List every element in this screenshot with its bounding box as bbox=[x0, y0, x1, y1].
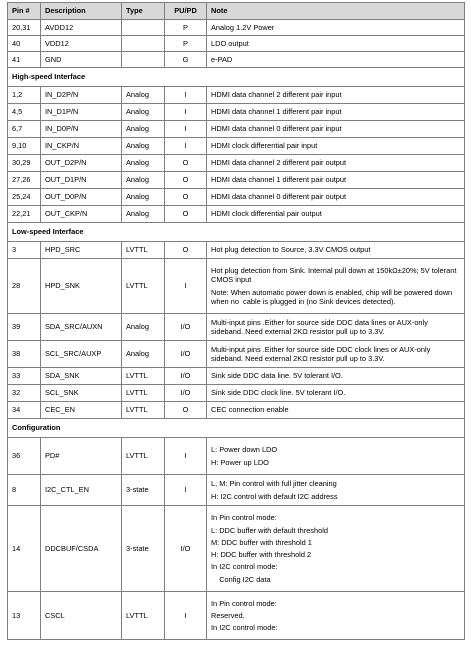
table-row bbox=[8, 475, 465, 506]
note-cell bbox=[207, 172, 465, 189]
description-cell: OUT_CKP/N bbox=[41, 206, 122, 223]
note-line: HDMI clock differential pair output bbox=[211, 209, 322, 219]
table-row bbox=[8, 172, 465, 189]
pin-cell: 1,2 bbox=[8, 87, 41, 104]
note-line: HDMI data channel 1 different pair input bbox=[211, 107, 342, 117]
pupd-cell: I bbox=[165, 87, 207, 104]
pin-cell: 38 bbox=[8, 341, 41, 368]
description-cell: GND bbox=[41, 52, 122, 68]
type-cell: 3-state bbox=[122, 506, 165, 592]
note-line: In Pin control mode: bbox=[211, 513, 277, 523]
pin-cell: 20,31 bbox=[8, 20, 41, 36]
note-line: HDMI data channel 2 different pair output bbox=[211, 158, 347, 168]
note-cell bbox=[207, 341, 465, 368]
note-cell bbox=[207, 206, 465, 223]
note-line: HDMI data channel 0 different pair input bbox=[211, 124, 342, 134]
pin-cell: 28 bbox=[8, 259, 41, 314]
table-row bbox=[8, 52, 465, 68]
pin-cell: 39 bbox=[8, 314, 41, 341]
description-cell: OUT_D0P/N bbox=[41, 189, 122, 206]
pin-cell: 32 bbox=[8, 385, 41, 402]
pin-cell: 36 bbox=[8, 438, 41, 475]
note-line: Multi-input pins .Either for source side DDC clock lines or AUX-only sideband. Need external 2KΩ resistor pull up to 3.3V. bbox=[211, 344, 433, 363]
description-cell: I2C_CTL_EN bbox=[41, 475, 122, 506]
note-cell bbox=[207, 402, 465, 419]
pin-cell: 30,29 bbox=[8, 155, 41, 172]
note-cell bbox=[207, 385, 465, 402]
type-cell: 3-state bbox=[122, 475, 165, 506]
type-cell: Analog bbox=[122, 314, 165, 341]
pupd-cell: I/O bbox=[165, 314, 207, 341]
note-cell bbox=[207, 592, 465, 640]
table-row bbox=[8, 36, 465, 52]
pin-cell: 41 bbox=[8, 52, 41, 68]
note-line: LDO output bbox=[211, 38, 249, 48]
note-cell bbox=[207, 368, 465, 385]
note-line: H: Power up LDO bbox=[211, 457, 269, 467]
table-row bbox=[8, 259, 465, 314]
note-line: In I2C control mode: bbox=[211, 562, 278, 572]
pin-cell: 25,24 bbox=[8, 189, 41, 206]
note-cell bbox=[207, 52, 465, 68]
type-cell: Analog bbox=[122, 189, 165, 206]
header-pupd: PU/PD bbox=[165, 3, 207, 20]
pupd-cell: O bbox=[165, 155, 207, 172]
pin-cell: 6,7 bbox=[8, 121, 41, 138]
section-label: High-speed Interface bbox=[8, 68, 465, 87]
type-cell bbox=[122, 20, 165, 36]
note-cell bbox=[207, 87, 465, 104]
table-row bbox=[8, 242, 465, 259]
pupd-cell: O bbox=[165, 402, 207, 419]
pin-cell: 4,5 bbox=[8, 104, 41, 121]
note-line: L: DDC buffer with default threshold bbox=[211, 525, 328, 535]
description-cell: IN_D1P/N bbox=[41, 104, 122, 121]
note-cell bbox=[207, 189, 465, 206]
table-row bbox=[8, 104, 465, 121]
type-cell: Analog bbox=[122, 121, 165, 138]
description-cell: VDD12 bbox=[41, 36, 122, 52]
description-cell: IN_CKP/N bbox=[41, 138, 122, 155]
description-cell: IN_D2P/N bbox=[41, 87, 122, 104]
table-row bbox=[8, 314, 465, 341]
description-cell: SCL_SRC/AUXP bbox=[41, 341, 122, 368]
pupd-cell: P bbox=[165, 20, 207, 36]
description-cell: SDA_SNK bbox=[41, 368, 122, 385]
note-line: Config I2C data bbox=[211, 574, 271, 584]
note-cell bbox=[207, 242, 465, 259]
note-line: HDMI data channel 0 different pair output bbox=[211, 192, 347, 202]
pupd-cell: I bbox=[165, 259, 207, 314]
note-line: H: DDC buffer with threshold 2 bbox=[211, 550, 312, 559]
pupd-cell: O bbox=[165, 172, 207, 189]
type-cell: LVTTL bbox=[122, 368, 165, 385]
note-cell bbox=[207, 314, 465, 341]
type-cell: Analog bbox=[122, 104, 165, 121]
pin-description-table bbox=[7, 2, 465, 640]
pin-cell: 8 bbox=[8, 475, 41, 506]
description-cell: HPD_SRC bbox=[41, 242, 122, 259]
type-cell: Analog bbox=[122, 87, 165, 104]
note-line: Hot plug detection to Source, 3.3V CMOS output bbox=[211, 245, 371, 255]
pupd-cell: I/O bbox=[165, 368, 207, 385]
table-row bbox=[8, 385, 465, 402]
table-row bbox=[8, 20, 465, 36]
table-row bbox=[8, 206, 465, 223]
pin-cell: 27,26 bbox=[8, 172, 41, 189]
table-row bbox=[8, 138, 465, 155]
section-label: Configuration bbox=[8, 419, 465, 438]
pin-cell: 3 bbox=[8, 242, 41, 259]
note-line: L, M: Pin control with full jitter cleaning bbox=[211, 479, 337, 489]
type-cell: LVTTL bbox=[122, 385, 165, 402]
note-line: In Pin control mode: bbox=[211, 598, 277, 608]
pupd-cell: I bbox=[165, 104, 207, 121]
description-cell: CSCL bbox=[41, 592, 122, 640]
header-pin: Pin # bbox=[8, 3, 41, 20]
note-line: HDMI data channel 2 different pair input bbox=[211, 90, 342, 100]
description-cell: OUT_D1P/N bbox=[41, 172, 122, 189]
table-row bbox=[8, 402, 465, 419]
table-row bbox=[8, 87, 465, 104]
header-note: Note bbox=[207, 3, 465, 20]
description-cell: IN_D0P/N bbox=[41, 121, 122, 138]
note-cell bbox=[207, 155, 465, 172]
note-cell bbox=[207, 259, 465, 314]
table-row bbox=[8, 368, 465, 385]
description-cell: AVDD12 bbox=[41, 20, 122, 36]
section-label: Low-speed Interface bbox=[8, 223, 465, 242]
pupd-cell: I bbox=[165, 475, 207, 506]
note-line: Sink side DDC data line. 5V tolerant I/O. bbox=[211, 371, 343, 381]
pupd-cell: I/O bbox=[165, 341, 207, 368]
type-cell bbox=[122, 36, 165, 52]
pin-cell: 13 bbox=[8, 592, 41, 640]
note-line: M: DDC buffer with threshold 1 bbox=[211, 537, 312, 547]
note-line: HDMI data channel 1 different pair output bbox=[211, 175, 347, 185]
header-type: Type bbox=[122, 3, 165, 20]
pupd-cell: G bbox=[165, 52, 207, 68]
pin-cell: 34 bbox=[8, 402, 41, 419]
description-cell: SDA_SRC/AUXN bbox=[41, 314, 122, 341]
type-cell: Analog bbox=[122, 206, 165, 223]
pin-cell: 40 bbox=[8, 36, 41, 52]
note-cell bbox=[207, 104, 465, 121]
table-row bbox=[8, 506, 465, 592]
note-cell bbox=[207, 121, 465, 138]
description-cell: CEC_EN bbox=[41, 402, 122, 419]
type-cell: Analog bbox=[122, 155, 165, 172]
pupd-cell: O bbox=[165, 189, 207, 206]
table-row bbox=[8, 121, 465, 138]
description-cell: HPD_SNK bbox=[41, 259, 122, 314]
pupd-cell: I bbox=[165, 592, 207, 640]
description-cell: SCL_SNK bbox=[41, 385, 122, 402]
pupd-cell: I/O bbox=[165, 385, 207, 402]
note-line: Hot plug detection from Sink. Internal pull down at 150kΩ±20%; 5V tolerant CMOS input bbox=[211, 266, 459, 285]
type-cell: LVTTL bbox=[122, 242, 165, 259]
pupd-cell: I bbox=[165, 438, 207, 475]
section-row bbox=[8, 223, 465, 242]
note-cell bbox=[207, 438, 465, 475]
note-line: HDMI clock differential pair input bbox=[211, 141, 318, 151]
pin-cell: 22,21 bbox=[8, 206, 41, 223]
note-cell bbox=[207, 138, 465, 155]
note-line: Multi-input pins .Either for source side DDC data lines or AUX-only sideband. Need external 2KΩ resistor pull up to 3.3V. bbox=[211, 317, 430, 336]
table-row bbox=[8, 189, 465, 206]
table-row bbox=[8, 155, 465, 172]
type-cell: LVTTL bbox=[122, 402, 165, 419]
section-row bbox=[8, 68, 465, 87]
type-cell: LVTTL bbox=[122, 438, 165, 475]
note-line: Analog 1.2V Power bbox=[211, 22, 275, 32]
pupd-cell: O bbox=[165, 242, 207, 259]
type-cell: Analog bbox=[122, 341, 165, 368]
table-body bbox=[8, 20, 465, 640]
description-cell: DDCBUF/CSDA bbox=[41, 506, 122, 592]
note-line: Note: When automatic power down is enabled, chip will be powered down when no cable is plugged in (no Sink devices detected). bbox=[211, 287, 455, 306]
pupd-cell: P bbox=[165, 36, 207, 52]
table-row bbox=[8, 341, 465, 368]
table-row bbox=[8, 438, 465, 475]
note-cell bbox=[207, 36, 465, 52]
type-cell: LVTTL bbox=[122, 592, 165, 640]
header-description: Description bbox=[41, 3, 122, 20]
type-cell bbox=[122, 52, 165, 68]
note-cell bbox=[207, 475, 465, 506]
type-cell: Analog bbox=[122, 138, 165, 155]
table-row bbox=[8, 592, 465, 640]
note-line: L: Power down LDO bbox=[211, 445, 278, 455]
note-line: In I2C control mode: bbox=[211, 623, 278, 633]
pupd-cell: I/O bbox=[165, 506, 207, 592]
note-cell bbox=[207, 20, 465, 36]
pin-cell: 14 bbox=[8, 506, 41, 592]
pupd-cell: I bbox=[165, 138, 207, 155]
note-cell bbox=[207, 506, 465, 592]
pin-cell: 9,10 bbox=[8, 138, 41, 155]
description-cell: PD# bbox=[41, 438, 122, 475]
note-line: CEC connection enable bbox=[211, 405, 289, 415]
pupd-cell: O bbox=[165, 206, 207, 223]
note-line: H: I2C control with default I2C address bbox=[211, 491, 338, 501]
note-line: e-PAD bbox=[211, 54, 233, 64]
note-line: Reserved. bbox=[211, 610, 245, 620]
type-cell: LVTTL bbox=[122, 259, 165, 314]
pupd-cell: I bbox=[165, 121, 207, 138]
type-cell: Analog bbox=[122, 172, 165, 189]
description-cell: OUT_D2P/N bbox=[41, 155, 122, 172]
pin-cell: 33 bbox=[8, 368, 41, 385]
note-line: Sink side DDC clock line. 5V tolerant I/O. bbox=[211, 388, 346, 398]
section-row bbox=[8, 419, 465, 438]
table-header-row bbox=[8, 3, 465, 20]
